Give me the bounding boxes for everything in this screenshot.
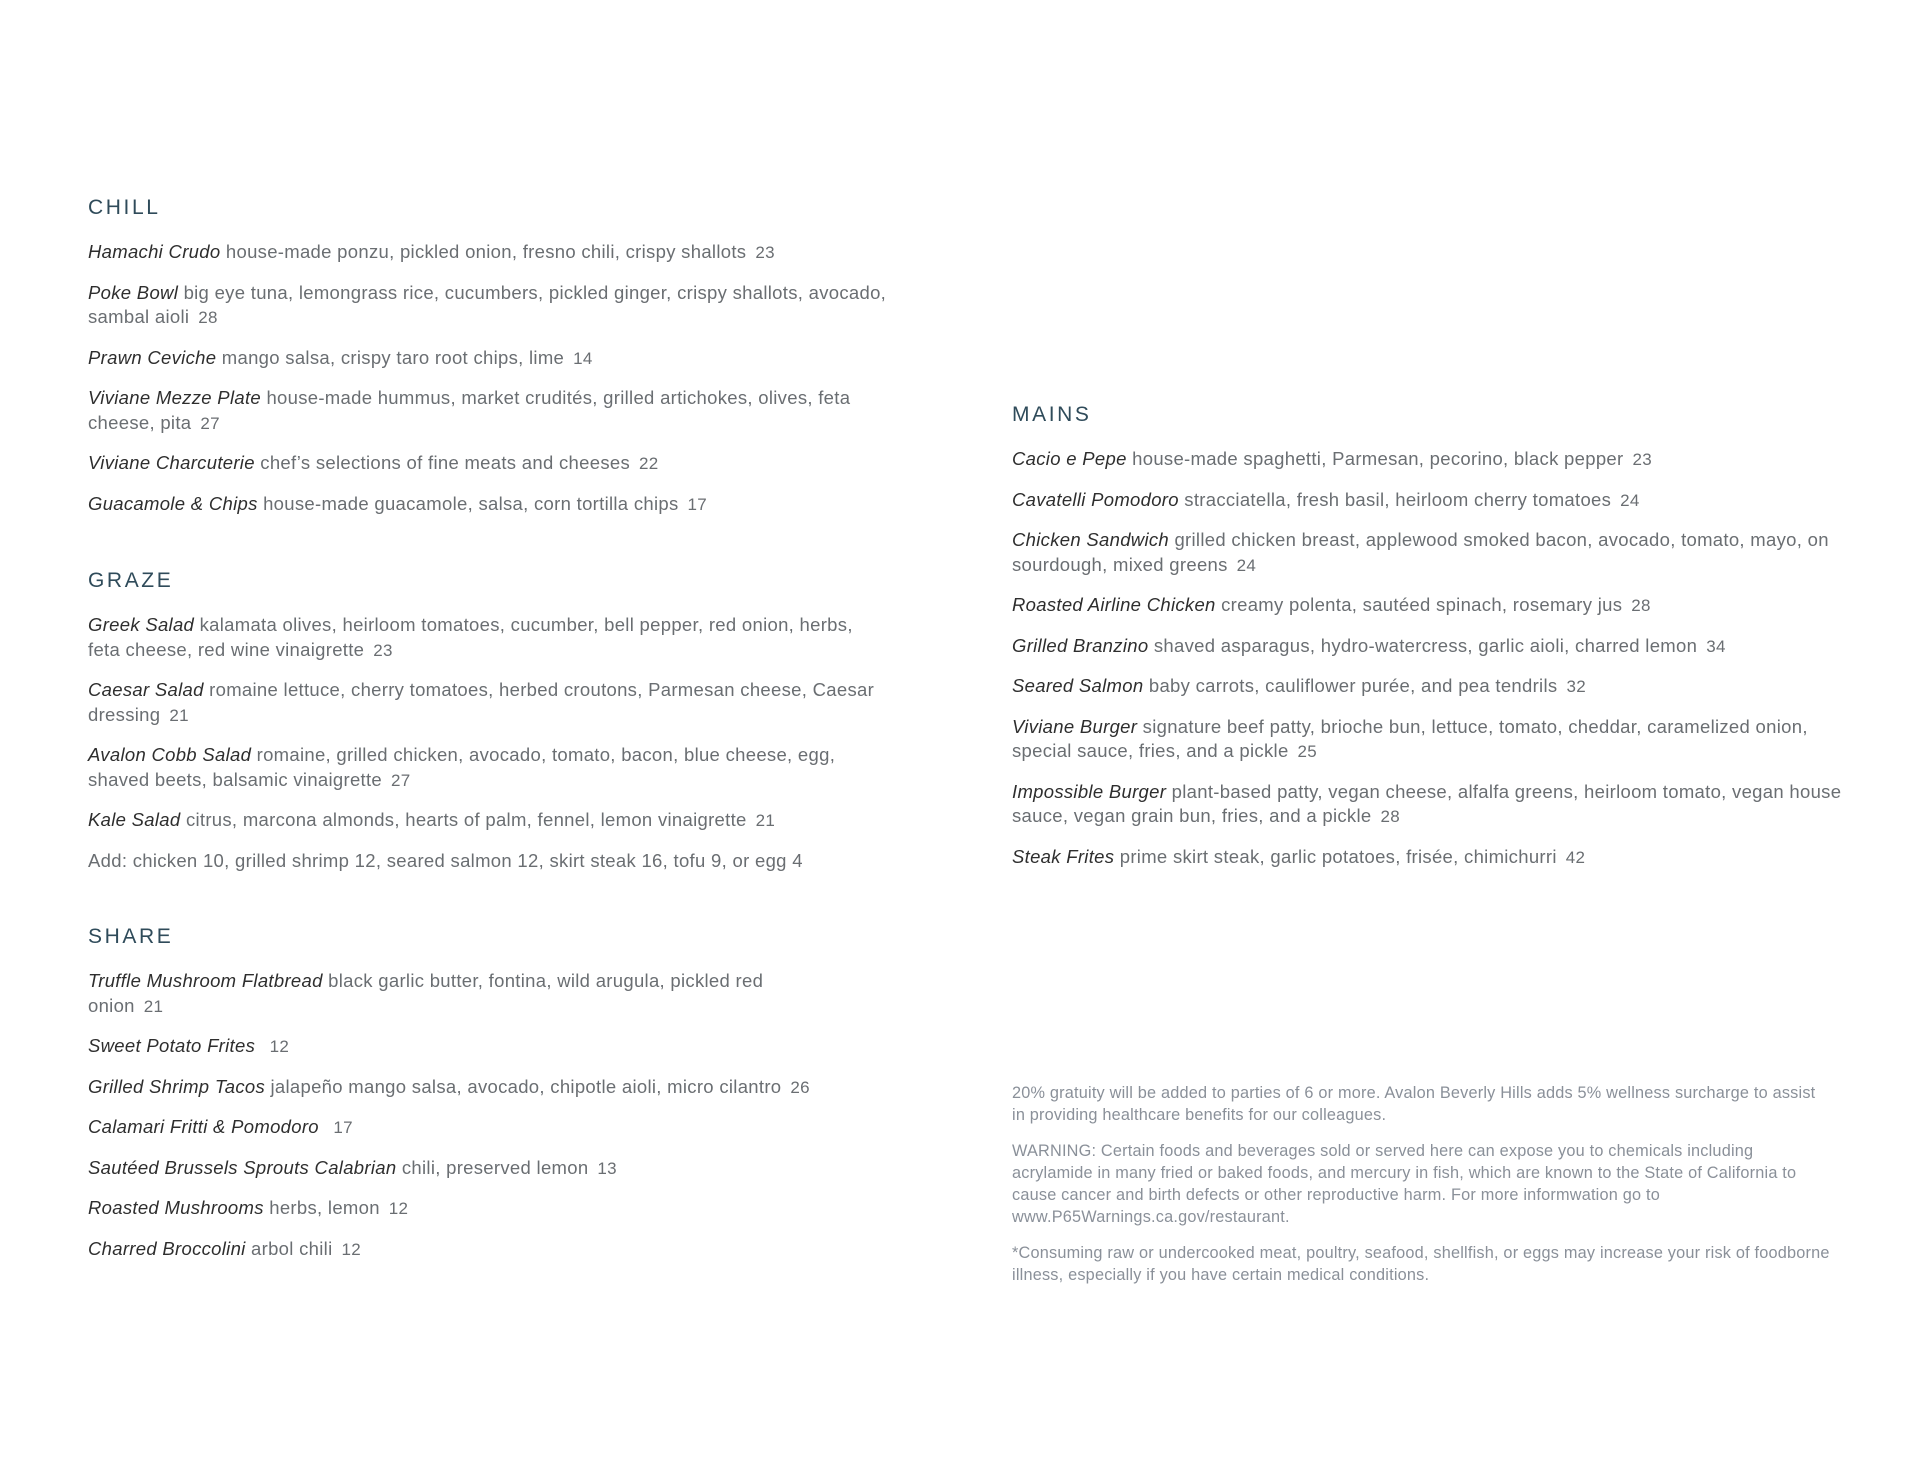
item-description: black garlic butter, fontina, wild arugula, pickled red onion [88, 970, 764, 1016]
item-name: Sweet Potato Frites [88, 1035, 256, 1056]
item-price: 17 [687, 494, 708, 514]
section-title-chill: CHILL [88, 196, 161, 219]
section-title-mains: MAINS [1012, 403, 1092, 426]
item-name: Avalon Cobb Salad [88, 744, 252, 765]
item-price: 21 [755, 811, 776, 830]
menu-item [88, 1237, 888, 1263]
item-price: 14 [573, 348, 593, 368]
menu-item [88, 613, 888, 663]
item-description: house-made guacamole, salsa, corn tortilla chips [263, 492, 679, 514]
menu-item [88, 1034, 888, 1060]
item-description: grilled chicken breast, applewood smoked bacon, avocado, tomato, mayo, on sourdough, mixed greens [1012, 529, 1829, 575]
item-name: Grilled Shrimp Tacos [88, 1075, 266, 1097]
item-price: 12 [388, 1199, 409, 1218]
item-price: 23 [1632, 450, 1652, 469]
item-name: Greek Salad [88, 614, 195, 635]
item-price: 32 [1566, 677, 1586, 696]
item-name: Hamachi Crudo [88, 241, 221, 262]
item-description: plant-based patty, vegan cheese, alfalfa greens, heirloom tomato, vegan house sauce, vegan grain bun, fries, and a pickle [1012, 780, 1842, 826]
menu-item [1012, 845, 1852, 871]
item-name: Calamari Fritti & Pomodoro [88, 1116, 319, 1137]
item-price: 28 [1631, 596, 1651, 615]
item-name: Viviane Burger [1012, 715, 1138, 737]
item-name: Grilled Branzino [1012, 634, 1149, 656]
right-column [1012, 403, 1852, 885]
item-price: 12 [269, 1037, 290, 1056]
item-name: Sautéed Brussels Sprouts Calabrian [88, 1156, 397, 1178]
item-description: chef’s selections of fine meats and cheeses [260, 452, 631, 473]
menu-item [88, 451, 888, 477]
add-on-options: Add: chicken 10, grilled shrimp 12, seared salmon 12, skirt steak 16, tofu 9, or egg 4 [88, 849, 803, 871]
item-description: shaved asparagus, hydro-watercress, garlic aioli, charred lemon [1153, 634, 1698, 656]
item-name: Cacio e Pepe [1012, 448, 1127, 469]
item-name: Seared Salmon [1012, 675, 1144, 696]
item-name: Chicken Sandwich [1012, 529, 1169, 550]
left-column [88, 196, 888, 1277]
item-price: 24 [1236, 555, 1257, 575]
item-name: Steak Frites [1012, 845, 1115, 867]
item-price: 17 [333, 1118, 353, 1137]
item-name: Truffle Mushroom Flatbread [88, 970, 323, 991]
menu-item [1012, 488, 1852, 514]
item-description: chili, preserved lemon [401, 1156, 589, 1178]
item-description: mango salsa, crispy taro root chips, lime [221, 346, 565, 368]
item-description: herbs, lemon [269, 1197, 380, 1218]
item-description: big eye tuna, lemongrass rice, cucumbers, pickled ginger, crispy shallots, avocado, sambal aioli [88, 281, 887, 327]
section-title-share: SHARE [88, 925, 174, 948]
menu-item [88, 678, 888, 728]
item-description: house-made spaghetti, Parmesan, pecorino, black pepper [1132, 448, 1624, 469]
item-description: kalamata olives, heirloom tomatoes, cucumber, bell pepper, red onion, herbs, feta cheese, red wine vinaigrette [88, 614, 853, 660]
item-description: romaine lettuce, cherry tomatoes, herbed croutons, Parmesan cheese, Caesar dressing [88, 679, 875, 725]
item-price: 24 [1620, 490, 1640, 510]
item-name: Viviane Charcuterie [88, 452, 255, 473]
menu-item [1012, 715, 1852, 765]
menu-item [1012, 634, 1852, 660]
menu-item [88, 1156, 888, 1182]
item-price: 28 [1380, 807, 1400, 826]
item-description: signature beef patty, brioche bun, lettuce, tomato, cheddar, caramelized onion, special sauce, fries, and a pickle [1012, 715, 1808, 761]
item-name: Roasted Airline Chicken [1012, 594, 1216, 615]
menu-item [88, 240, 888, 266]
consumption-advisory: *Consuming raw or undercooked meat, poultry, seafood, shellfish, or eggs may increase your risk of foodborne illness, especially if you have certain medical conditions. [1012, 1244, 1830, 1284]
item-name: Prawn Ceviche [88, 346, 217, 368]
item-description: baby carrots, cauliflower purée, and pea tendrils [1148, 675, 1558, 696]
item-description: creamy polenta, sautéed spinach, rosemary jus [1221, 594, 1623, 615]
menu-item [88, 492, 888, 518]
item-description: house-made ponzu, pickled onion, fresno chili, crispy shallots [225, 241, 747, 262]
item-name: Roasted Mushrooms [88, 1197, 264, 1218]
item-price: 27 [200, 413, 220, 433]
section-chill [88, 196, 888, 517]
item-price: 27 [391, 770, 411, 790]
menu-item [88, 346, 888, 372]
item-description: prime skirt steak, garlic potatoes, frisée, chimichurri [1119, 845, 1557, 867]
menu-item [88, 969, 778, 1019]
item-price: 21 [169, 705, 189, 725]
menu-item [88, 808, 888, 834]
item-price: 23 [755, 243, 775, 262]
section-title-graze: GRAZE [88, 569, 174, 592]
item-price: 26 [790, 1077, 810, 1097]
menu-item [1012, 674, 1852, 700]
menu-item [1012, 593, 1852, 619]
item-description: house-made hummus, market crudités, grilled artichokes, olives, feta cheese, pita [88, 387, 851, 433]
item-price: 28 [198, 308, 218, 327]
item-price: 12 [341, 1239, 361, 1259]
item-name: Poke Bowl [88, 281, 179, 303]
item-description: citrus, marcona almonds, hearts of palm, fennel, lemon vinaigrette [185, 809, 747, 830]
item-price: 23 [373, 640, 393, 660]
prop65-warning: WARNING: Certain foods and beverages sold or served here can expose you to chemicals including acrylamide in many fried or baked foods, and mercury in fish, which are known to the State of California to cause cancer and birth defects or other reproductive harm. For more informwation go to www.P65Warnings.ca.gov/restaurant. [1012, 1142, 1797, 1226]
menu-item [88, 1115, 888, 1141]
item-description: stracciatella, fresh basil, heirloom cherry tomatoes [1184, 488, 1612, 510]
menu-item [1012, 780, 1852, 830]
item-price: 25 [1297, 742, 1318, 761]
item-name: Cavatelli Pomodoro [1012, 488, 1179, 510]
item-price: 22 [639, 454, 659, 473]
menu-item [88, 1196, 888, 1222]
menu-item [1012, 447, 1852, 473]
item-name: Viviane Mezze Plate [88, 387, 261, 408]
item-price: 42 [1565, 847, 1586, 867]
menu-item [1012, 528, 1852, 578]
section-share [88, 925, 888, 1262]
item-name: Kale Salad [88, 809, 181, 830]
item-price: 34 [1706, 636, 1726, 656]
footnotes [1012, 1082, 1832, 1300]
menu-item [88, 281, 888, 331]
item-name: Guacamole & Chips [88, 492, 258, 514]
item-price: 21 [143, 996, 164, 1016]
item-description: jalapeño mango salsa, avocado, chipotle aioli, micro cilantro [270, 1075, 782, 1097]
menu-item [88, 386, 888, 436]
item-price: 13 [597, 1158, 617, 1178]
item-name: Impossible Burger [1012, 780, 1167, 802]
item-name: Charred Broccolini [88, 1237, 246, 1259]
item-description: arbol chili [251, 1237, 333, 1259]
section-graze [88, 569, 888, 873]
item-description: romaine, grilled chicken, avocado, tomato, bacon, blue cheese, egg, shaved beets, balsamic vinaigrette [88, 744, 836, 790]
item-name: Caesar Salad [88, 679, 204, 700]
menu-item [88, 1075, 888, 1101]
menu-item [88, 743, 888, 793]
section-mains [1012, 403, 1852, 870]
gratuity-note: 20% gratuity will be added to parties of 6 or more. Avalon Beverly Hills adds 5% wellness surcharge to assist in providing healthcare benefits for our colleagues. [1012, 1084, 1816, 1124]
